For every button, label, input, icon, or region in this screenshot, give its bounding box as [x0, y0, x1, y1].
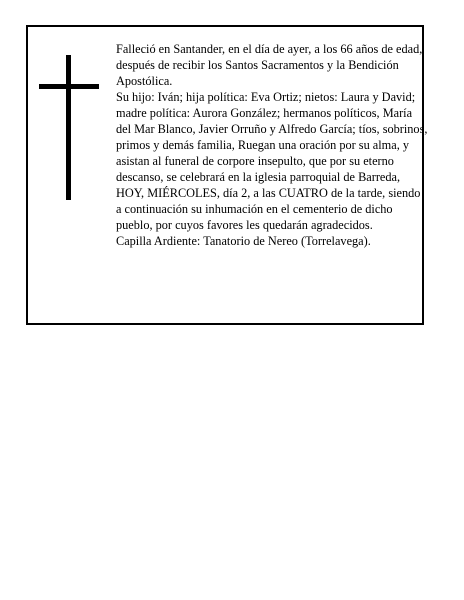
- cross-icon: [39, 55, 99, 200]
- notice-text: [116, 41, 428, 249]
- notice-paragraph-death: Falleció en Santander, en el día de ayer, a los 66 años de edad, después de recibir los Santos Sacramentos y la Bendición Apostólica.: [116, 42, 423, 88]
- obituary-notice: [26, 25, 428, 325]
- notice-paragraph-chapel: Capilla Ardiente: Tanatorio de Nereo (Torrelavega).: [116, 234, 371, 248]
- notice-paragraph-family: Su hijo: Iván; hija política: Eva Ortiz; nietos: Laura y David; madre política: Aurora González; hermanos políticos, María del Mar Blanco, Javier Orruño y Alfredo García; tíos, sobrinos, primos y demás familia, Ruegan una oración por su alma, y asistan al funeral de corpore insepulto, que por su eterno descanso, se celebrará en la iglesia parroquial de Barreda, HOY, MIÉRCOLES, día 2, a las CUATRO de la tarde, siendo a continuación su inhumación en el cementerio de dicho pueblo, por cuyos favores les quedarán agradecidos.: [116, 90, 428, 232]
